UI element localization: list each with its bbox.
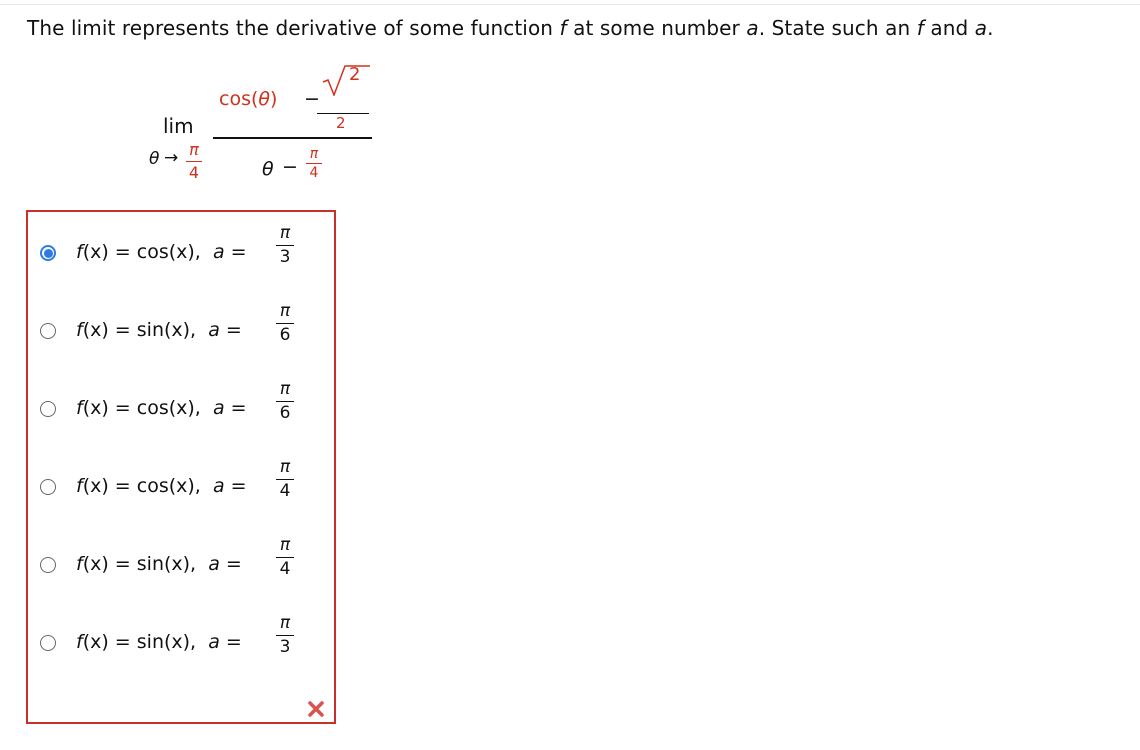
denominator: 6	[279, 403, 291, 423]
fraction-bar	[276, 557, 294, 558]
a-label: a	[208, 319, 220, 341]
a-value-fraction	[276, 301, 294, 345]
theta-var: θ	[258, 88, 271, 110]
denominator: 6	[279, 325, 291, 345]
choice-label	[76, 553, 242, 575]
radio-button[interactable]	[40, 479, 56, 495]
denominator-fraction	[306, 147, 322, 181]
radio-button[interactable]	[40, 401, 56, 417]
a-value-fraction	[276, 223, 294, 267]
radio-button[interactable]	[40, 557, 56, 573]
fraction-bar	[276, 245, 294, 246]
fraction-bar	[186, 161, 202, 162]
choice-label	[76, 475, 247, 497]
function-expression: (x) = cos(x),	[82, 397, 201, 419]
denominator: 4	[279, 481, 291, 501]
a-value-fraction	[276, 457, 294, 501]
question-segment: The limit represents the derivative of some function	[27, 16, 560, 40]
function-name: f	[76, 553, 83, 575]
question-segment: .	[987, 16, 994, 40]
question-text	[27, 16, 994, 40]
function-name: f	[76, 319, 83, 341]
fraction-bar	[276, 323, 294, 324]
numerator-minus: −	[304, 88, 320, 110]
a-value-fraction	[276, 613, 294, 657]
pi-numerator: π	[279, 535, 291, 555]
lim-sub-variable: θ	[149, 149, 160, 169]
function-name: f	[76, 241, 83, 263]
denominator-minus: −	[282, 156, 298, 178]
fraction-bar	[276, 479, 294, 480]
choice-label	[76, 319, 242, 341]
a-value-fraction	[276, 379, 294, 423]
question-segment: at some number	[566, 16, 747, 40]
cos-func: cos(	[219, 88, 259, 110]
answer-choice[interactable]	[40, 303, 320, 363]
numerator-cos	[219, 88, 277, 110]
function-name: f	[76, 475, 83, 497]
question-var-f: f	[916, 16, 924, 40]
a-value-fraction	[276, 535, 294, 579]
half-denominator: 2	[336, 114, 346, 132]
choice-label	[76, 397, 247, 419]
incorrect-x-icon	[306, 699, 326, 719]
denominator: 3	[279, 247, 291, 267]
a-label: a	[212, 241, 225, 263]
pi-numerator: π	[279, 379, 291, 399]
denominator: 4	[279, 559, 291, 579]
choice-label	[76, 241, 247, 263]
pi-numerator: π	[279, 613, 291, 633]
fraction-bar	[276, 401, 294, 402]
denominator: 3	[279, 637, 291, 657]
answer-choice[interactable]	[40, 615, 320, 675]
lim-sub-fraction	[186, 141, 202, 182]
pi-numerator: π	[279, 301, 291, 321]
pi-numerator: π	[279, 223, 291, 243]
sqrt-argument: 2	[349, 64, 361, 85]
radical-sign-icon	[321, 64, 371, 96]
den-pi: π	[309, 146, 319, 162]
answer-choice[interactable]	[40, 537, 320, 597]
a-label: a	[208, 553, 220, 575]
answer-choice[interactable]	[40, 459, 320, 519]
sqrt-two	[321, 64, 371, 96]
equals-sign: =	[225, 631, 242, 653]
equals-sign: =	[230, 475, 247, 497]
equals-sign: =	[225, 319, 242, 341]
function-expression: (x) = sin(x),	[82, 631, 197, 653]
equals-sign: =	[230, 397, 247, 419]
function-name: f	[76, 631, 83, 653]
question-var-a: a	[746, 16, 759, 40]
den-four: 4	[309, 165, 319, 181]
lim-sub-den: 4	[188, 163, 200, 182]
function-name: f	[76, 397, 83, 419]
function-expression: (x) = sin(x),	[82, 319, 197, 341]
lim-sub-pi: π	[189, 140, 199, 159]
function-expression: (x) = sin(x),	[82, 553, 197, 575]
pi-numerator: π	[279, 457, 291, 477]
top-divider	[0, 4, 1140, 5]
question-var-f: f	[559, 16, 567, 40]
close-paren: )	[270, 88, 278, 110]
question-segment: and	[923, 16, 975, 40]
equals-sign: =	[230, 241, 247, 263]
a-label: a	[208, 631, 220, 653]
a-label: a	[212, 475, 225, 497]
function-expression: (x) = cos(x),	[82, 241, 201, 263]
radio-button[interactable]	[40, 323, 56, 339]
fraction-bar	[306, 163, 322, 164]
radio-button[interactable]	[40, 635, 56, 651]
question-segment: . State such an	[758, 16, 917, 40]
main-fraction-bar	[213, 137, 372, 139]
fraction-bar	[276, 635, 294, 636]
denominator-theta: θ	[262, 158, 274, 180]
lim-label: lim	[163, 114, 194, 138]
answer-choice[interactable]	[40, 381, 320, 441]
equals-sign: =	[225, 553, 242, 575]
function-expression: (x) = cos(x),	[82, 475, 201, 497]
radio-button[interactable]	[40, 245, 56, 261]
choice-label	[76, 631, 242, 653]
arrow-icon: →	[164, 148, 179, 168]
a-label: a	[212, 397, 225, 419]
answer-choice[interactable]	[40, 225, 320, 285]
question-var-a: a	[974, 16, 988, 40]
